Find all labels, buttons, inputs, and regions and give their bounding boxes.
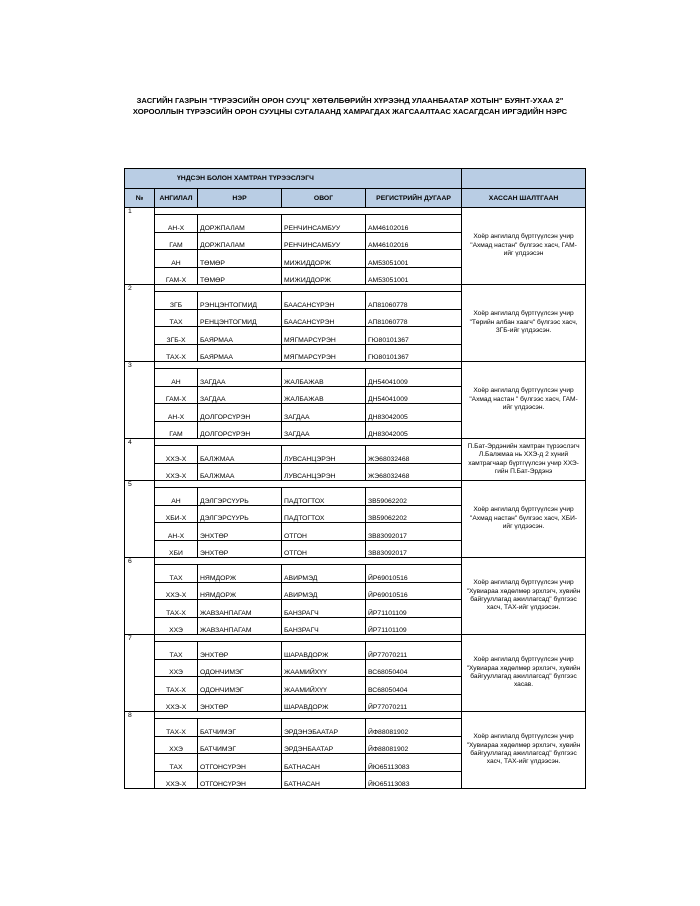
name-cell: ОТГОНСҮРЭН bbox=[198, 771, 282, 789]
name-cell: ДОРЖПАЛАМ bbox=[198, 232, 282, 250]
title-line-1: ЗАСГИЙН ГАЗРЫН "ТҮРЭЭСИЙН ОРОН СУУЦ" ХӨТӨЛБӨРИЙН ХҮРЭЭНД УЛААНБААТАР ХОТЫН" БУЯНТ-УХАА 2" bbox=[136, 96, 564, 105]
register-cell: ДН54041009 bbox=[366, 386, 462, 404]
header-category: АНГИЛАЛ bbox=[155, 189, 198, 208]
group-number: 6 bbox=[125, 558, 155, 635]
register-cell: ЗВ59062202 bbox=[366, 488, 462, 506]
category-cell: ХБИ bbox=[155, 540, 198, 558]
register-cell: АМ46102016 bbox=[366, 215, 462, 233]
name-cell: БАЛЖМАА bbox=[198, 463, 282, 481]
register-cell: ЖЭ68032468 bbox=[366, 446, 462, 464]
surname-cell: ЖАЛБАЖАВ bbox=[282, 369, 366, 387]
surname-cell: БАТНАСАН bbox=[282, 771, 366, 789]
surname-cell: МЯГМАРСҮРЭН bbox=[282, 344, 366, 362]
name-cell: ДОЛГОРСҮРЭН bbox=[198, 421, 282, 439]
group-spacer bbox=[155, 481, 462, 488]
exclusion-reason: Хоёр ангилалд бүртгүүлсэн учир "Хувиараа хөдөлмөр эрхлэгч, хувийн байгууллагад ажиллагсад" бүлгээс хасч, ТАХ-ийг үлдээсэн. bbox=[462, 712, 586, 789]
header-no: № bbox=[125, 189, 155, 208]
category-cell: ХХЭ bbox=[155, 736, 198, 754]
surname-cell: МИЖИДДОРЖ bbox=[282, 250, 366, 268]
exclusion-reason: Хоёр ангилалд бүртгүүлсэн учир "Ахмад настан" бүлгээс хасч, ХБИ-ийг үлдээсэн. bbox=[462, 481, 586, 558]
title-line-2: ХОРООЛЛЫН ТҮРЭЭСИЙН ОРОН СУУЦНЫ СУГАЛААНД ХАМРАГДАХ ЖАГСААЛТААС ХАСАГДСАН ИРГЭДИЙН НЭРС bbox=[132, 106, 568, 116]
category-cell: ХХЭ-Х bbox=[155, 771, 198, 789]
register-cell: ГЮ80101367 bbox=[366, 327, 462, 345]
surname-cell: ШАРАВДОРЖ bbox=[282, 694, 366, 712]
surname-cell: ПАДТОГТОХ bbox=[282, 488, 366, 506]
category-cell: ТАХ bbox=[155, 309, 198, 327]
name-cell: РЕНЦЭНТОГМИД bbox=[198, 309, 282, 327]
register-cell: ДН83042005 bbox=[366, 404, 462, 422]
surname-cell: АВИРМЭД bbox=[282, 565, 366, 583]
category-cell: ГАМ-Х bbox=[155, 386, 198, 404]
register-cell: ЙР71101109 bbox=[366, 617, 462, 635]
header-name: НЭР bbox=[198, 189, 282, 208]
register-cell: ЙР77070211 bbox=[366, 642, 462, 660]
surname-cell: РЕНЧИНСАМБУУ bbox=[282, 232, 366, 250]
register-cell: ЗВ83092017 bbox=[366, 523, 462, 541]
group-number: 4 bbox=[125, 439, 155, 481]
category-cell: ГАМ bbox=[155, 421, 198, 439]
category-cell: ТАХ-Х bbox=[155, 677, 198, 695]
exclusion-reason: П.Бат-Эрдэнийн хамтран түрээслэгч Л.Балжмаа нь ХХЭ-д 2 хүний хамтрагчаар бүртгүүлсэн учир ХХЭ-гийн П.Бат-Эрдэнэ bbox=[462, 439, 586, 481]
category-cell: АН-Х bbox=[155, 523, 198, 541]
exclusion-reason: Хоёр ангилалд бүртгүүлсэн учир "Хувиараа хөдөлмөр эрхлэгч, хувийн байгууллагад ажиллагсад" бүлгээс хасав. bbox=[462, 635, 586, 712]
name-cell: НЯМДОРЖ bbox=[198, 582, 282, 600]
name-cell: ОТГОНСҮРЭН bbox=[198, 754, 282, 772]
surname-cell: ПАДТОГТОХ bbox=[282, 505, 366, 523]
category-cell: АН bbox=[155, 369, 198, 387]
register-cell: ВС68050404 bbox=[366, 659, 462, 677]
register-cell: АМ53051001 bbox=[366, 267, 462, 285]
header-reason: ХАССАН ШАЛТГААН bbox=[462, 189, 586, 208]
register-cell: ДН54041009 bbox=[366, 369, 462, 387]
group-spacer bbox=[155, 712, 462, 719]
group-number: 7 bbox=[125, 635, 155, 712]
name-cell: ОДОНЧИМЭГ bbox=[198, 677, 282, 695]
register-cell: АМ46102016 bbox=[366, 232, 462, 250]
register-cell: АМ53051001 bbox=[366, 250, 462, 268]
excluded-citizens-table bbox=[124, 168, 586, 789]
surname-cell: ОТГОН bbox=[282, 540, 366, 558]
category-cell: ХХЭ-Х bbox=[155, 463, 198, 481]
register-cell: ЗВ59062202 bbox=[366, 505, 462, 523]
exclusion-reason: Хоёр ангилалд бүртгүүлсэн учир "Хувиараа хөдөлмөр эрхлэгч, хувийн байгууллагад ажиллагсад" бүлгээс хасч, ТАХ-ийг үлдээсэн. bbox=[462, 558, 586, 635]
surname-cell: МЯГМАРСҮРЭН bbox=[282, 327, 366, 345]
register-cell: ЙЮ65113083 bbox=[366, 754, 462, 772]
name-cell: БАЯРМАА bbox=[198, 327, 282, 345]
surname-cell: МИЖИДДОРЖ bbox=[282, 267, 366, 285]
name-cell: НЯМДОРЖ bbox=[198, 565, 282, 583]
group-spacer bbox=[155, 558, 462, 565]
register-cell: ЙР77070211 bbox=[366, 694, 462, 712]
register-cell: ЙЮ65113083 bbox=[366, 771, 462, 789]
name-cell: БАТЧИМЭГ bbox=[198, 719, 282, 737]
name-cell: ОДОНЧИМЭГ bbox=[198, 659, 282, 677]
category-cell: ХХЭ-Х bbox=[155, 694, 198, 712]
category-cell: ХБИ-Х bbox=[155, 505, 198, 523]
name-cell: ДЭЛГЭРСҮУРЬ bbox=[198, 488, 282, 506]
register-cell: ЙР69010516 bbox=[366, 565, 462, 583]
register-cell: ГЮ80101367 bbox=[366, 344, 462, 362]
name-cell: БАТЧИМЭГ bbox=[198, 736, 282, 754]
surname-cell: ОТГОН bbox=[282, 523, 366, 541]
name-cell: БАЛЖМАА bbox=[198, 446, 282, 464]
band-header: ҮНДСЭН БОЛОН ХАМТРАН ТҮРЭЭСЛЭГЧ bbox=[125, 169, 462, 189]
group-number: 3 bbox=[125, 362, 155, 439]
category-cell: ХХЭ bbox=[155, 659, 198, 677]
name-cell: ЭНХТӨР bbox=[198, 523, 282, 541]
surname-cell: БААСАНСҮРЭН bbox=[282, 292, 366, 310]
name-cell: ЭНХТӨР bbox=[198, 540, 282, 558]
name-cell: ТӨМӨР bbox=[198, 250, 282, 268]
surname-cell: ЛУВСАНЦЭРЭН bbox=[282, 446, 366, 464]
category-cell: ТАХ-Х bbox=[155, 344, 198, 362]
surname-cell: ЗАГДАА bbox=[282, 404, 366, 422]
table-body bbox=[125, 208, 586, 789]
category-cell: ХХЭ bbox=[155, 617, 198, 635]
surname-cell: БАТНАСАН bbox=[282, 754, 366, 772]
surname-cell: ЖААМИЙХҮҮ bbox=[282, 659, 366, 677]
group-spacer bbox=[155, 362, 462, 369]
category-cell: ХХЭ-Х bbox=[155, 582, 198, 600]
surname-cell: БАНЗРАГЧ bbox=[282, 600, 366, 618]
surname-cell: РЕНЧИНСАМБУУ bbox=[282, 215, 366, 233]
register-cell: ЙФ88081902 bbox=[366, 736, 462, 754]
name-cell: ЖАВЗАНПАГАМ bbox=[198, 600, 282, 618]
exclusion-reason: Хоёр ангилалд бүртгүүлсэн учир "Ахмад настан " бүлгээс хасч, ГАМ-ийг үлдээсэн. bbox=[462, 362, 586, 439]
register-cell: АП81060778 bbox=[366, 292, 462, 310]
group-spacer bbox=[155, 439, 462, 446]
category-cell: ХХЭ-Х bbox=[155, 446, 198, 464]
category-cell: ТАХ-Х bbox=[155, 600, 198, 618]
register-cell: ЙР69010516 bbox=[366, 582, 462, 600]
name-cell: ЭНХТӨР bbox=[198, 694, 282, 712]
group-spacer bbox=[155, 285, 462, 292]
category-cell: ГАМ bbox=[155, 232, 198, 250]
category-cell: АН-Х bbox=[155, 404, 198, 422]
group-number: 2 bbox=[125, 285, 155, 362]
surname-cell: ЖААМИЙХҮҮ bbox=[282, 677, 366, 695]
category-cell: АН bbox=[155, 488, 198, 506]
category-cell: ГАМ-Х bbox=[155, 267, 198, 285]
header-register: РЕГИСТРИЙН ДУГААР bbox=[366, 189, 462, 208]
exclusion-reason: Хоёр ангилалд бүртгүүлсэн учир "Төрийн албан хаагч" бүлгээс хасч, ЗГБ-ийг үлдээсэн. bbox=[462, 285, 586, 362]
surname-cell: ЛУВСАНЦЭРЭН bbox=[282, 463, 366, 481]
surname-cell: БААСАНСҮРЭН bbox=[282, 309, 366, 327]
name-cell: РЭНЦЭНТОГМИД bbox=[198, 292, 282, 310]
surname-cell: ШАРАВДОРЖ bbox=[282, 642, 366, 660]
group-number: 1 bbox=[125, 208, 155, 285]
header-surname: ОВОГ bbox=[282, 189, 366, 208]
document-title bbox=[0, 96, 700, 117]
name-cell: ЗАГДАА bbox=[198, 369, 282, 387]
name-cell: ЗАГДАА bbox=[198, 386, 282, 404]
register-cell: ЖЭ68032468 bbox=[366, 463, 462, 481]
register-cell: ЙР71101109 bbox=[366, 600, 462, 618]
group-spacer bbox=[155, 635, 462, 642]
surname-cell: ЭРДЭНЭБААТАР bbox=[282, 719, 366, 737]
register-cell: ЙФ88081902 bbox=[366, 719, 462, 737]
surname-cell: БАНЗРАГЧ bbox=[282, 617, 366, 635]
category-cell: ЗГБ-Х bbox=[155, 327, 198, 345]
name-cell: ЖАВЗАНПАГАМ bbox=[198, 617, 282, 635]
category-cell: АН bbox=[155, 250, 198, 268]
name-cell: ТӨМӨР bbox=[198, 267, 282, 285]
name-cell: ДОРЖПАЛАМ bbox=[198, 215, 282, 233]
name-cell: ДЭЛГЭРСҮУРЬ bbox=[198, 505, 282, 523]
group-number: 5 bbox=[125, 481, 155, 558]
register-cell: ДН83042005 bbox=[366, 421, 462, 439]
name-cell: ЭНХТӨР bbox=[198, 642, 282, 660]
category-cell: ТАХ bbox=[155, 642, 198, 660]
register-cell: ВС68050404 bbox=[366, 677, 462, 695]
category-cell: ЗГБ bbox=[155, 292, 198, 310]
surname-cell: ЖАЛБАЖАВ bbox=[282, 386, 366, 404]
band-header-blank bbox=[462, 169, 586, 189]
category-cell: ТАХ bbox=[155, 565, 198, 583]
surname-cell: АВИРМЭД bbox=[282, 582, 366, 600]
category-cell: АН-Х bbox=[155, 215, 198, 233]
category-cell: ТАХ-Х bbox=[155, 719, 198, 737]
surname-cell: ЭРДЭНБААТАР bbox=[282, 736, 366, 754]
surname-cell: ЗАГДАА bbox=[282, 421, 366, 439]
register-cell: АП81060778 bbox=[366, 309, 462, 327]
name-cell: БАЯРМАА bbox=[198, 344, 282, 362]
name-cell: ДОЛГОРСҮРЭН bbox=[198, 404, 282, 422]
category-cell: ТАХ bbox=[155, 754, 198, 772]
group-number: 8 bbox=[125, 712, 155, 789]
exclusion-reason: Хоёр ангилалд бүртгүүлсэн учир "Ахмад настан" бүлгээс хасч, ГАМ-ийг үлдээсэн bbox=[462, 208, 586, 285]
register-cell: ЗВ83092017 bbox=[366, 540, 462, 558]
group-spacer bbox=[155, 208, 462, 215]
